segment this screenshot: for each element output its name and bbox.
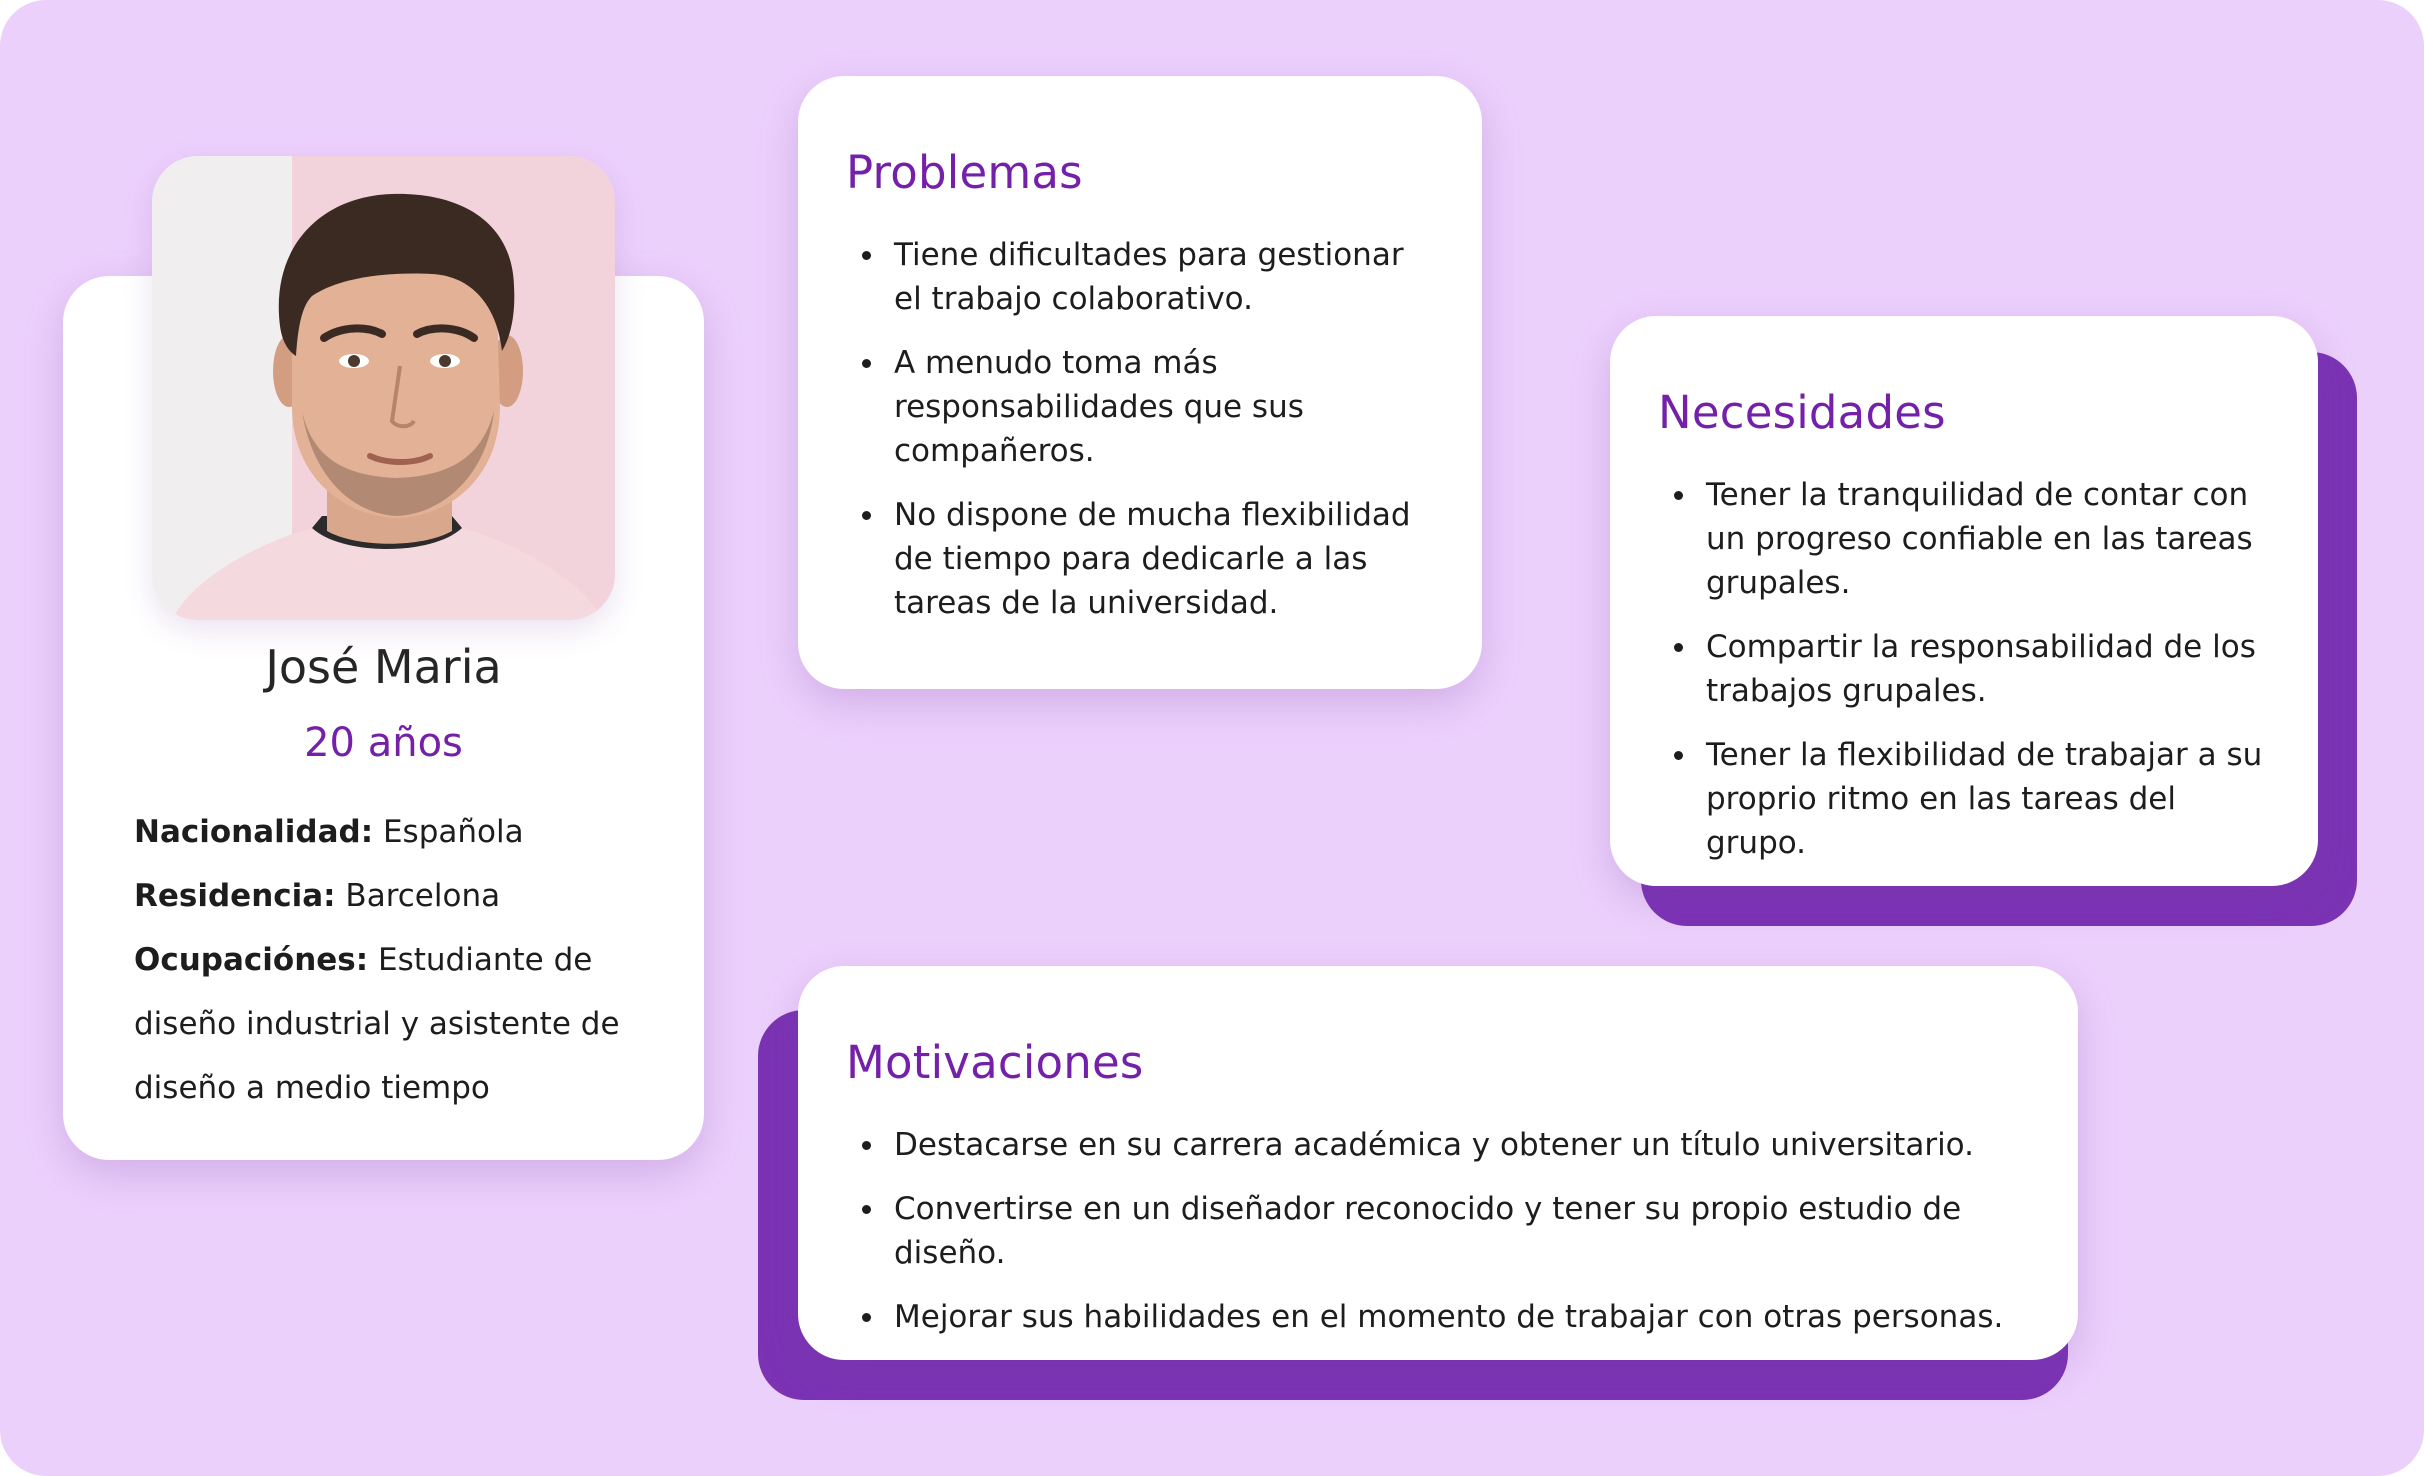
detail-value: Barcelona [335, 878, 501, 914]
detail-value: Española [373, 814, 524, 850]
persona-age: 20 años [304, 720, 463, 766]
bullet-icon [862, 251, 871, 260]
list-item [846, 341, 1434, 473]
bullet-icon [862, 1313, 871, 1322]
problems-list [846, 233, 1434, 625]
bullet-icon [862, 1141, 871, 1150]
bullet-icon [1674, 751, 1683, 760]
list-item [1658, 733, 2270, 865]
detail-label: Residencia: [134, 878, 336, 914]
problems-title: Problemas [846, 146, 1083, 199]
detail-value: Estudiante de diseño industrial y asistente de diseño a medio tiempo [134, 942, 620, 1106]
list-item [846, 1295, 2030, 1339]
motivations-title: Motivaciones [846, 1036, 1144, 1089]
list-item-text: Tener la flexibilidad de trabajar a su proprio ritmo en las tareas del grupo. [1706, 737, 2263, 861]
bullet-icon [1674, 643, 1683, 652]
list-item [846, 493, 1434, 625]
needs-list [1658, 473, 2270, 865]
detail-label: Ocupaciónes: [134, 942, 369, 978]
list-item-text: No dispone de mucha flexibilidad de tiempo para dedicarle a las tareas de la universidad. [894, 497, 1411, 621]
list-item-text: Compartir la responsabilidad de los trabajos grupales. [1706, 629, 2256, 709]
motivations-list [846, 1123, 2030, 1339]
persona-details [134, 800, 654, 1120]
list-item [1658, 473, 2270, 605]
problems-card [798, 76, 1482, 689]
list-item [846, 1123, 2030, 1167]
needs-card [1610, 316, 2318, 886]
list-item-text: Mejorar sus habilidades en el momento de trabajar con otras personas. [894, 1299, 2004, 1335]
bullet-icon [862, 511, 871, 520]
detail-occupation [134, 928, 654, 1120]
list-item-text: Tiene dificultades para gestionar el trabajo colaborativo. [894, 237, 1404, 317]
bullet-icon [862, 1205, 871, 1214]
bullet-icon [862, 359, 871, 368]
bullet-icon [1674, 491, 1683, 500]
motivations-card [798, 966, 2078, 1360]
persona-name: José Maria [265, 640, 502, 694]
avatar [152, 156, 615, 620]
list-item-text: A menudo toma más responsabilidades que sus compañeros. [894, 345, 1304, 469]
detail-nationality [134, 800, 654, 864]
detail-label: Nacionalidad: [134, 814, 374, 850]
detail-residence [134, 864, 654, 928]
list-item [846, 233, 1434, 321]
list-item-text: Convertirse en un diseñador reconocido y tener su propio estudio de diseño. [894, 1191, 1962, 1271]
list-item-text: Tener la tranquilidad de contar con un progreso confiable en las tareas grupales. [1706, 477, 2253, 601]
list-item [1658, 625, 2270, 713]
list-item-text: Destacarse en su carrera académica y obtener un título universitario. [894, 1127, 1974, 1163]
list-item [846, 1187, 2030, 1275]
needs-title: Necesidades [1658, 386, 1946, 439]
